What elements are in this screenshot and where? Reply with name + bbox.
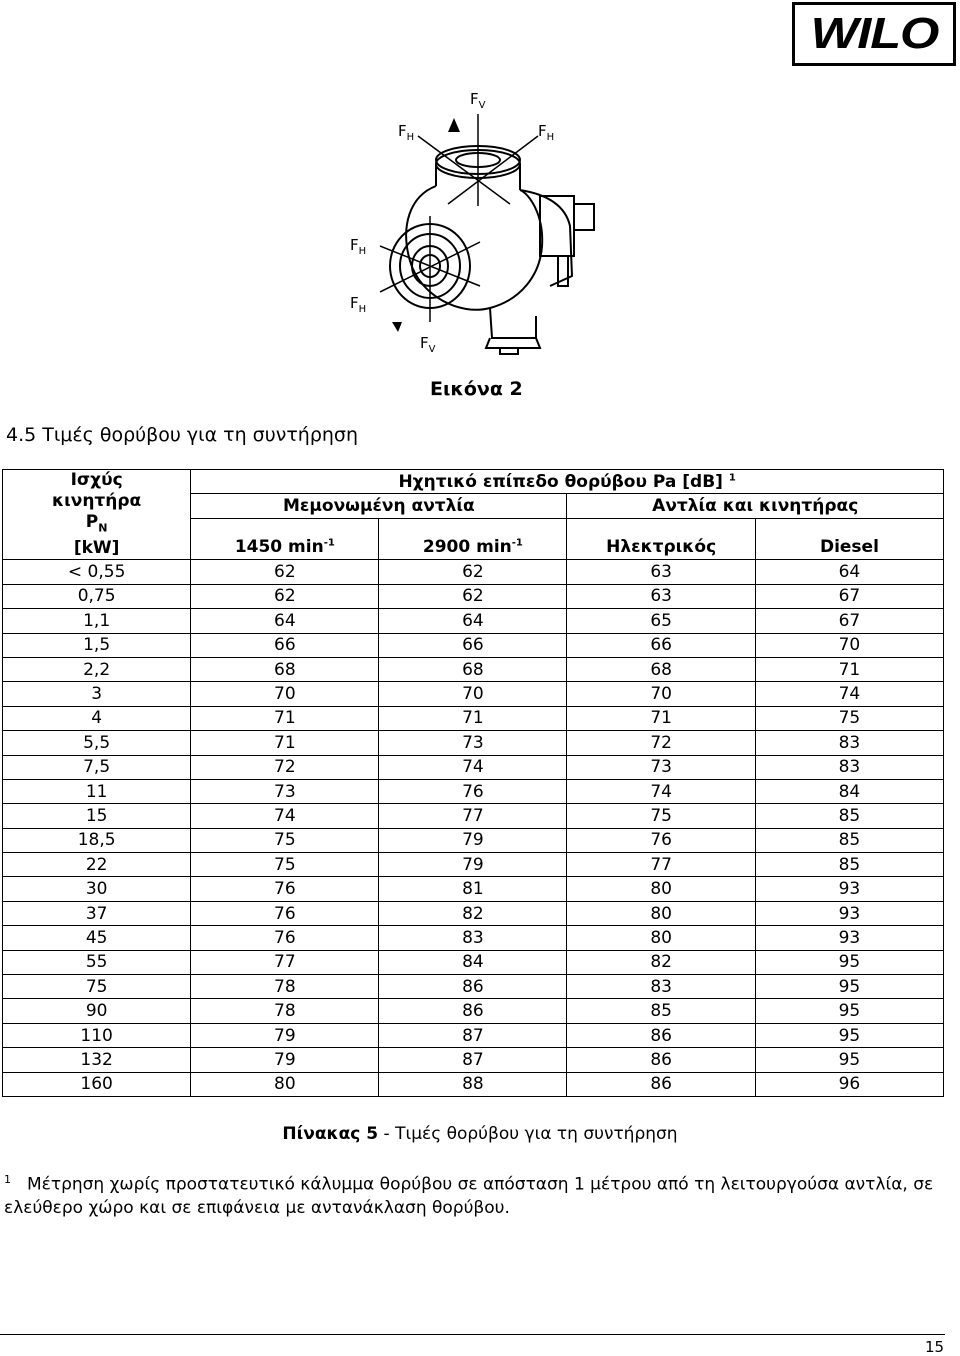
noise-value-cell: 84: [755, 779, 943, 803]
motor-power-cell: 7,5: [3, 755, 191, 779]
noise-level-header: Ηχητικό επίπεδο θορύβου Pa [dB] $^1$: [191, 470, 944, 494]
noise-value-cell: 75: [191, 853, 379, 877]
noise-value-cell: 71: [379, 706, 567, 730]
noise-value-cell: 68: [191, 657, 379, 681]
page-number: 15: [925, 1338, 945, 1356]
noise-value-cell: 79: [191, 1048, 379, 1072]
noise-value-cell: 87: [379, 1023, 567, 1047]
noise-value-cell: 86: [567, 1048, 755, 1072]
noise-value-cell: 66: [191, 633, 379, 657]
noise-value-cell: 93: [755, 877, 943, 901]
table-row: [3, 560, 944, 584]
table-row: [3, 731, 944, 755]
table-row: [3, 828, 944, 852]
noise-value-cell: 73: [379, 731, 567, 755]
pump-motor-header: Αντλία και κινητήρας: [567, 494, 944, 518]
table-caption: Πίνακας 5 - Τιμές θορύβου για τη συντήρηση: [282, 1124, 678, 1144]
noise-value-cell: 73: [191, 779, 379, 803]
noise-value-cell: 95: [755, 950, 943, 974]
electric-header: Ηλεκτρικός: [567, 518, 755, 560]
motor-power-cell: < 0,55: [3, 560, 191, 584]
motor-power-cell: 30: [3, 877, 191, 901]
noise-value-cell: 83: [755, 731, 943, 755]
motor-power-cell: 0,75: [3, 584, 191, 608]
noise-value-cell: 86: [567, 1023, 755, 1047]
table-row: [3, 804, 944, 828]
noise-value-cell: 77: [567, 853, 755, 877]
noise-value-cell: 95: [755, 975, 943, 999]
noise-value-cell: 64: [379, 609, 567, 633]
table-row: [3, 1048, 944, 1072]
noise-value-cell: 67: [755, 584, 943, 608]
motor-power-cell: 160: [3, 1072, 191, 1096]
label-fh-mid: $F_H$: [350, 236, 367, 257]
label-fv-bottom: $F_V$: [420, 334, 436, 355]
noise-value-cell: 83: [379, 926, 567, 950]
noise-value-cell: 78: [191, 999, 379, 1023]
noise-value-cell: 81: [379, 877, 567, 901]
noise-value-cell: 82: [567, 950, 755, 974]
noise-value-cell: 74: [191, 804, 379, 828]
table-row: [3, 1072, 944, 1096]
noise-value-cell: 70: [379, 682, 567, 706]
table-row: [3, 755, 944, 779]
table-row: [3, 926, 944, 950]
table-row: [3, 901, 944, 925]
noise-value-cell: 82: [379, 901, 567, 925]
label-fh-right: $F_H$: [538, 122, 555, 143]
noise-value-cell: 76: [191, 901, 379, 925]
noise-value-cell: 70: [191, 682, 379, 706]
label-fh-left: $F_H$: [398, 122, 415, 143]
motor-power-cell: 90: [3, 999, 191, 1023]
table-row: [3, 1023, 944, 1047]
noise-value-cell: 75: [191, 828, 379, 852]
noise-value-cell: 86: [567, 1072, 755, 1096]
noise-value-cell: 83: [755, 755, 943, 779]
table-row: [3, 975, 944, 999]
noise-value-cell: 85: [755, 828, 943, 852]
rpm-2900-header: 2900 $\min^{-1}$: [379, 518, 567, 560]
noise-value-cell: 62: [191, 584, 379, 608]
noise-value-cell: 75: [755, 706, 943, 730]
noise-value-cell: 76: [191, 877, 379, 901]
noise-value-cell: 63: [567, 584, 755, 608]
motor-power-cell: 22: [3, 853, 191, 877]
noise-value-cell: 65: [567, 609, 755, 633]
motor-power-cell: 110: [3, 1023, 191, 1047]
noise-value-cell: 74: [567, 779, 755, 803]
table-row: [3, 609, 944, 633]
section-title: 4.5 Τιμές θορύβου για τη συντήρηση: [6, 424, 359, 446]
motor-power-cell: 18,5: [3, 828, 191, 852]
noise-value-cell: 95: [755, 1023, 943, 1047]
footer-divider: [0, 1334, 945, 1335]
motor-power-cell: 15: [3, 804, 191, 828]
motor-power-cell: 1,1: [3, 609, 191, 633]
single-pump-header: Μεμονωμένη αντλία: [191, 494, 567, 518]
footnote-text: Μέτρηση χωρίς προστατευτικό κάλυμμα θορύβου σε απόσταση 1 μέτρου από τη λειτουργούσα αντλία, σε ελεύθερο χώρο και σε επιφάνεια με αντανάκλαση θορύβου.: [4, 1174, 934, 1218]
wilo-logo: [792, 2, 956, 66]
noise-value-cell: 83: [567, 975, 755, 999]
noise-value-cell: 80: [567, 877, 755, 901]
table-row: [3, 950, 944, 974]
noise-value-cell: 84: [379, 950, 567, 974]
noise-value-cell: 62: [379, 584, 567, 608]
table-row: [3, 584, 944, 608]
motor-power-cell: 11: [3, 779, 191, 803]
noise-table: [2, 469, 944, 1097]
pump-forces-figure: [340, 86, 600, 366]
noise-value-cell: 66: [567, 633, 755, 657]
motor-power-cell: 75: [3, 975, 191, 999]
noise-value-cell: 86: [379, 975, 567, 999]
motor-power-cell: 4: [3, 706, 191, 730]
noise-value-cell: 80: [567, 926, 755, 950]
noise-value-cell: 75: [567, 804, 755, 828]
noise-value-cell: 77: [379, 804, 567, 828]
motor-power-cell: 5,5: [3, 731, 191, 755]
noise-value-cell: 76: [191, 926, 379, 950]
motor-power-header: Ισχύς κινητήρα $P_N$ [kW]: [3, 470, 191, 560]
rpm-1450-header: 1450 $\min^{-1}$: [191, 518, 379, 560]
noise-value-cell: 77: [191, 950, 379, 974]
noise-value-cell: 70: [567, 682, 755, 706]
noise-value-cell: 72: [567, 731, 755, 755]
noise-value-cell: 62: [379, 560, 567, 584]
noise-value-cell: 93: [755, 901, 943, 925]
noise-value-cell: 74: [755, 682, 943, 706]
noise-value-cell: 64: [755, 560, 943, 584]
logo-text: WILO: [810, 9, 938, 58]
noise-value-cell: 79: [191, 1023, 379, 1047]
figure-caption: Εικόνα 2: [430, 378, 523, 400]
table-row: [3, 999, 944, 1023]
noise-value-cell: 96: [755, 1072, 943, 1096]
noise-value-cell: 95: [755, 1048, 943, 1072]
noise-value-cell: 71: [191, 706, 379, 730]
noise-value-cell: 68: [567, 657, 755, 681]
diesel-header: Diesel: [755, 518, 943, 560]
noise-value-cell: 68: [379, 657, 567, 681]
motor-power-cell: 37: [3, 901, 191, 925]
label-fh-low: $F_H$: [350, 294, 367, 315]
noise-value-cell: 71: [191, 731, 379, 755]
noise-value-cell: 63: [567, 560, 755, 584]
noise-value-cell: 70: [755, 633, 943, 657]
noise-value-cell: 73: [567, 755, 755, 779]
footnote: [4, 1168, 954, 1220]
motor-power-cell: 55: [3, 950, 191, 974]
noise-value-cell: 64: [191, 609, 379, 633]
table-row: [3, 633, 944, 657]
noise-value-cell: 87: [379, 1048, 567, 1072]
noise-value-cell: 76: [567, 828, 755, 852]
noise-value-cell: 80: [191, 1072, 379, 1096]
noise-value-cell: 88: [379, 1072, 567, 1096]
motor-power-cell: 2,2: [3, 657, 191, 681]
noise-value-cell: 74: [379, 755, 567, 779]
noise-value-cell: 85: [567, 999, 755, 1023]
noise-value-cell: 79: [379, 853, 567, 877]
footnote-mark: 1: [4, 1173, 11, 1186]
noise-value-cell: 67: [755, 609, 943, 633]
label-fv-top: $F_V$: [470, 90, 486, 111]
table-row: [3, 706, 944, 730]
table-row: [3, 657, 944, 681]
noise-value-cell: 80: [567, 901, 755, 925]
table-row: [3, 779, 944, 803]
noise-value-cell: 86: [379, 999, 567, 1023]
table-row: [3, 853, 944, 877]
noise-value-cell: 85: [755, 804, 943, 828]
table-row: [3, 682, 944, 706]
noise-value-cell: 71: [567, 706, 755, 730]
noise-value-cell: 62: [191, 560, 379, 584]
motor-power-cell: 132: [3, 1048, 191, 1072]
table-body: [3, 560, 944, 1097]
noise-value-cell: 85: [755, 853, 943, 877]
noise-value-cell: 79: [379, 828, 567, 852]
noise-value-cell: 95: [755, 999, 943, 1023]
noise-value-cell: 93: [755, 926, 943, 950]
noise-value-cell: 76: [379, 779, 567, 803]
noise-value-cell: 71: [755, 657, 943, 681]
noise-value-cell: 66: [379, 633, 567, 657]
table-row: [3, 877, 944, 901]
motor-power-cell: 3: [3, 682, 191, 706]
noise-value-cell: 78: [191, 975, 379, 999]
motor-power-cell: 1,5: [3, 633, 191, 657]
noise-value-cell: 72: [191, 755, 379, 779]
motor-power-cell: 45: [3, 926, 191, 950]
